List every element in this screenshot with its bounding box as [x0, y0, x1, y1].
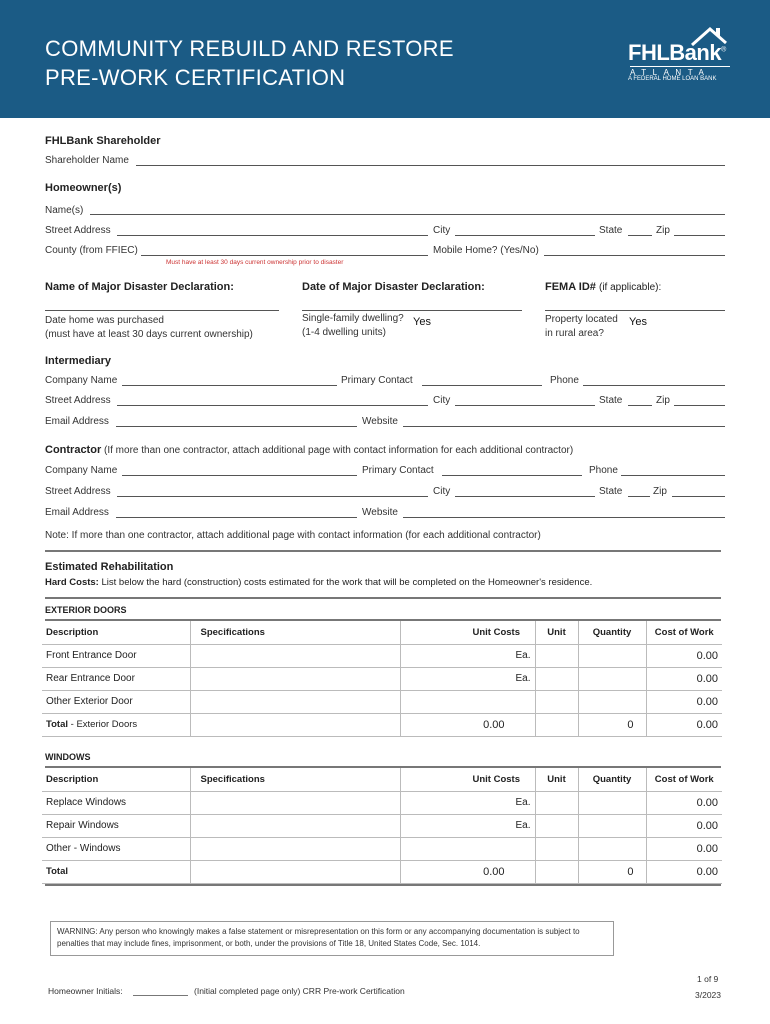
- shareholder-heading: FHLBank Shareholder: [45, 135, 161, 147]
- total-unit-costs: 0.00: [400, 860, 535, 883]
- rural-area-label: Property located in rural area?: [545, 314, 618, 339]
- unit-cell: [535, 713, 578, 736]
- total-label: Total - Exterior Doors: [42, 713, 190, 736]
- table-row: [42, 791, 722, 814]
- page-number: 1 of 9: [697, 974, 719, 984]
- quantity-cell[interactable]: [578, 644, 646, 667]
- single-family-value[interactable]: Yes: [413, 316, 431, 328]
- contractor-company-field[interactable]: [122, 475, 357, 476]
- quantity-cell[interactable]: [578, 667, 646, 690]
- contractor-state-label: State: [599, 486, 623, 497]
- homeowner-mobile-field[interactable]: [544, 255, 725, 256]
- intermediary-zip-label: Zip: [656, 395, 670, 406]
- homeowner-state-label: State: [599, 225, 623, 236]
- homeowner-zip-label: Zip: [656, 225, 670, 236]
- contractor-zip-field[interactable]: [672, 496, 725, 497]
- intermediary-city-field[interactable]: [455, 405, 595, 406]
- contractor-phone-field[interactable]: [621, 475, 725, 476]
- total-row: [42, 713, 722, 736]
- unit-cell[interactable]: [535, 791, 578, 814]
- unit-costs-cell[interactable]: [400, 837, 535, 860]
- table-row: [42, 814, 722, 837]
- intermediary-phone-field[interactable]: [583, 385, 725, 386]
- windows-bottom-divider: [45, 884, 721, 886]
- contractor-website-label: Website: [362, 507, 398, 518]
- total-unit-costs: 0.00: [400, 713, 535, 736]
- homeowner-city-label: City: [433, 225, 451, 236]
- intermediary-contact-field[interactable]: [422, 385, 542, 386]
- total-quantity: 0: [578, 713, 646, 736]
- hard-costs-text: Hard Costs: List below the hard (construction) costs estimated for the work that will be completed on the Homeowner's residence.: [45, 577, 593, 588]
- row-description: Front Entrance Door: [42, 644, 190, 667]
- intermediary-street-field[interactable]: [117, 405, 428, 406]
- exterior-doors-title: EXTERIOR DOORS: [45, 605, 127, 615]
- rehab-divider: [45, 597, 721, 599]
- unit-costs-cell[interactable]: Ea.: [400, 791, 535, 814]
- homeowner-initials-field[interactable]: [133, 995, 188, 996]
- contractor-heading: Contractor (If more than one contractor, attach additional page with contact information for each additional contractor): [45, 444, 574, 456]
- contractor-city-label: City: [433, 486, 451, 497]
- fema-id-heading: FEMA ID# (if applicable):: [545, 281, 662, 293]
- contractor-note: Note: If more than one contractor, attach additional page with contact information (for each additional contractor): [45, 530, 541, 541]
- cost-cell: 0.00: [646, 667, 722, 690]
- contractor-phone-label: Phone: [589, 465, 618, 476]
- unit-costs-cell[interactable]: [400, 690, 535, 713]
- table-header-row: [42, 768, 722, 791]
- col-specifications: Specifications: [190, 621, 400, 644]
- contractor-street-field[interactable]: [117, 496, 428, 497]
- specifications-cell: [190, 860, 400, 883]
- specifications-cell[interactable]: [190, 814, 400, 837]
- table-row: [42, 667, 722, 690]
- homeowner-street-field[interactable]: [117, 235, 428, 236]
- logo-tagline: A FEDERAL HOME LOAN BANK: [628, 76, 717, 82]
- unit-costs-cell[interactable]: Ea.: [400, 667, 535, 690]
- intermediary-contact-label: Primary Contact: [341, 375, 413, 386]
- homeowner-initials-label: Homeowner Initials:: [48, 986, 123, 996]
- shareholder-name-field[interactable]: [136, 165, 725, 166]
- single-family-label: Single-family dwelling? (1-4 dwelling units): [302, 313, 404, 338]
- cost-cell: 0.00: [646, 814, 722, 837]
- page-header: [0, 0, 770, 118]
- intermediary-company-field[interactable]: [122, 385, 337, 386]
- specifications-cell[interactable]: [190, 667, 400, 690]
- quantity-cell[interactable]: [578, 837, 646, 860]
- intermediary-state-field[interactable]: [628, 405, 652, 406]
- homeowner-names-field[interactable]: [90, 214, 725, 215]
- disaster-date-heading: Date of Major Disaster Declaration:: [302, 281, 485, 293]
- col-cost-of-work: Cost of Work: [646, 768, 722, 791]
- quantity-cell[interactable]: [578, 690, 646, 713]
- date-purchased-label: Date home was purchased (must have at least 30 days current ownership): [45, 315, 253, 340]
- homeowner-county-label: County (from FFIEC): [45, 245, 138, 256]
- intermediary-state-label: State: [599, 395, 623, 406]
- row-description: Repair Windows: [42, 814, 190, 837]
- unit-cell[interactable]: [535, 837, 578, 860]
- col-unit: Unit: [535, 621, 578, 644]
- form-title-line1: COMMUNITY REBUILD AND RESTORE: [45, 36, 454, 61]
- table-row: [42, 837, 722, 860]
- contractor-state-field[interactable]: [628, 496, 650, 497]
- homeowner-state-field[interactable]: [628, 235, 652, 236]
- contractor-city-field[interactable]: [455, 496, 595, 497]
- quantity-cell[interactable]: [578, 814, 646, 837]
- col-description: Description: [42, 768, 190, 791]
- cost-cell: 0.00: [646, 644, 722, 667]
- col-unit-costs: Unit Costs: [400, 768, 535, 791]
- intermediary-zip-field[interactable]: [674, 405, 725, 406]
- contractor-contact-label: Primary Contact: [362, 465, 434, 476]
- row-description: Rear Entrance Door: [42, 667, 190, 690]
- contractor-website-field[interactable]: [403, 517, 725, 518]
- form-title-line2: PRE-WORK CERTIFICATION: [45, 65, 346, 90]
- homeowner-county-field[interactable]: [141, 255, 428, 256]
- homeowner-city-field[interactable]: [455, 235, 595, 236]
- rural-area-value[interactable]: Yes: [629, 316, 647, 328]
- col-description: Description: [42, 621, 190, 644]
- contractor-company-label: Company Name: [45, 465, 118, 476]
- cost-cell: 0.00: [646, 837, 722, 860]
- unit-costs-cell[interactable]: Ea.: [400, 644, 535, 667]
- total-label: Total: [42, 860, 190, 883]
- contractor-contact-field[interactable]: [442, 475, 582, 476]
- col-specifications: Specifications: [190, 768, 400, 791]
- homeowner-zip-field[interactable]: [674, 235, 725, 236]
- intermediary-phone-label: Phone: [550, 375, 579, 386]
- exterior-doors-table: [42, 621, 722, 737]
- warning-box: WARNING: Any person who knowingly makes a false statement or misrepresentation on this form or any accompanying documentation is subject to penalties that may include fines, imprisonment, or both, under the provisions of Title 18, United States Code, Sec. 1014.: [50, 921, 614, 956]
- intermediary-street-label: Street Address: [45, 395, 111, 406]
- contractor-street-label: Street Address: [45, 486, 111, 497]
- rehab-heading: Estimated Rehabilitation: [45, 561, 174, 573]
- quantity-cell[interactable]: [578, 791, 646, 814]
- col-cost-of-work: Cost of Work: [646, 621, 722, 644]
- initials-note: (Initial completed page only) CRR Pre-work Certification: [194, 986, 405, 996]
- logo-brand: FHLBank®: [628, 40, 726, 65]
- total-cost: 0.00: [646, 713, 722, 736]
- intermediary-heading: Intermediary: [45, 355, 112, 367]
- col-unit: Unit: [535, 768, 578, 791]
- fema-id-field[interactable]: [545, 310, 725, 311]
- table-row: [42, 690, 722, 713]
- disaster-name-field[interactable]: [45, 310, 279, 311]
- intermediary-website-field[interactable]: [403, 426, 725, 427]
- intermediary-website-label: Website: [362, 416, 398, 427]
- table-row: [42, 644, 722, 667]
- cost-cell: 0.00: [646, 791, 722, 814]
- unit-cell: [535, 860, 578, 883]
- specifications-cell: [190, 713, 400, 736]
- total-quantity: 0: [578, 860, 646, 883]
- shareholder-name-label: Shareholder Name: [45, 155, 129, 166]
- unit-cell[interactable]: [535, 690, 578, 713]
- row-description: Replace Windows: [42, 791, 190, 814]
- specifications-cell[interactable]: [190, 837, 400, 860]
- unit-cell[interactable]: [535, 667, 578, 690]
- homeowner-street-label: Street Address: [45, 225, 111, 236]
- col-quantity: Quantity: [578, 768, 646, 791]
- disaster-name-heading: Name of Major Disaster Declaration:: [45, 281, 234, 293]
- form-title: [45, 34, 454, 92]
- row-description: Other - Windows: [42, 837, 190, 860]
- specifications-cell[interactable]: [190, 644, 400, 667]
- homeowner-names-label: Name(s): [45, 205, 84, 216]
- contractor-email-label: Email Address: [45, 507, 109, 518]
- windows-table: [42, 768, 722, 884]
- unit-cell[interactable]: [535, 814, 578, 837]
- specifications-cell[interactable]: [190, 690, 400, 713]
- homeowner-mobile-label: Mobile Home? (Yes/No): [433, 245, 539, 256]
- windows-title: WINDOWS: [45, 752, 91, 762]
- section-divider: [45, 550, 721, 552]
- row-description: Other Exterior Door: [42, 690, 190, 713]
- homeowner-heading: Homeowner(s): [45, 182, 122, 194]
- intermediary-email-field[interactable]: [116, 426, 357, 427]
- ownership-note: Must have at least 30 days current ownership prior to disaster: [166, 259, 344, 266]
- total-row: [42, 860, 722, 883]
- col-unit-costs: Unit Costs: [400, 621, 535, 644]
- specifications-cell[interactable]: [190, 791, 400, 814]
- table-header-row: [42, 621, 722, 644]
- contractor-zip-label: Zip: [653, 486, 667, 497]
- cost-cell: 0.00: [646, 690, 722, 713]
- disaster-date-field[interactable]: [302, 310, 522, 311]
- intermediary-city-label: City: [433, 395, 451, 406]
- form-date: 3/2023: [695, 990, 721, 1000]
- intermediary-company-label: Company Name: [45, 375, 118, 386]
- intermediary-email-label: Email Address: [45, 416, 109, 427]
- unit-costs-cell[interactable]: Ea.: [400, 814, 535, 837]
- total-cost: 0.00: [646, 860, 722, 883]
- unit-cell[interactable]: [535, 644, 578, 667]
- col-quantity: Quantity: [578, 621, 646, 644]
- contractor-email-field[interactable]: [116, 517, 357, 518]
- logo-city: ATLANTA: [630, 66, 730, 77]
